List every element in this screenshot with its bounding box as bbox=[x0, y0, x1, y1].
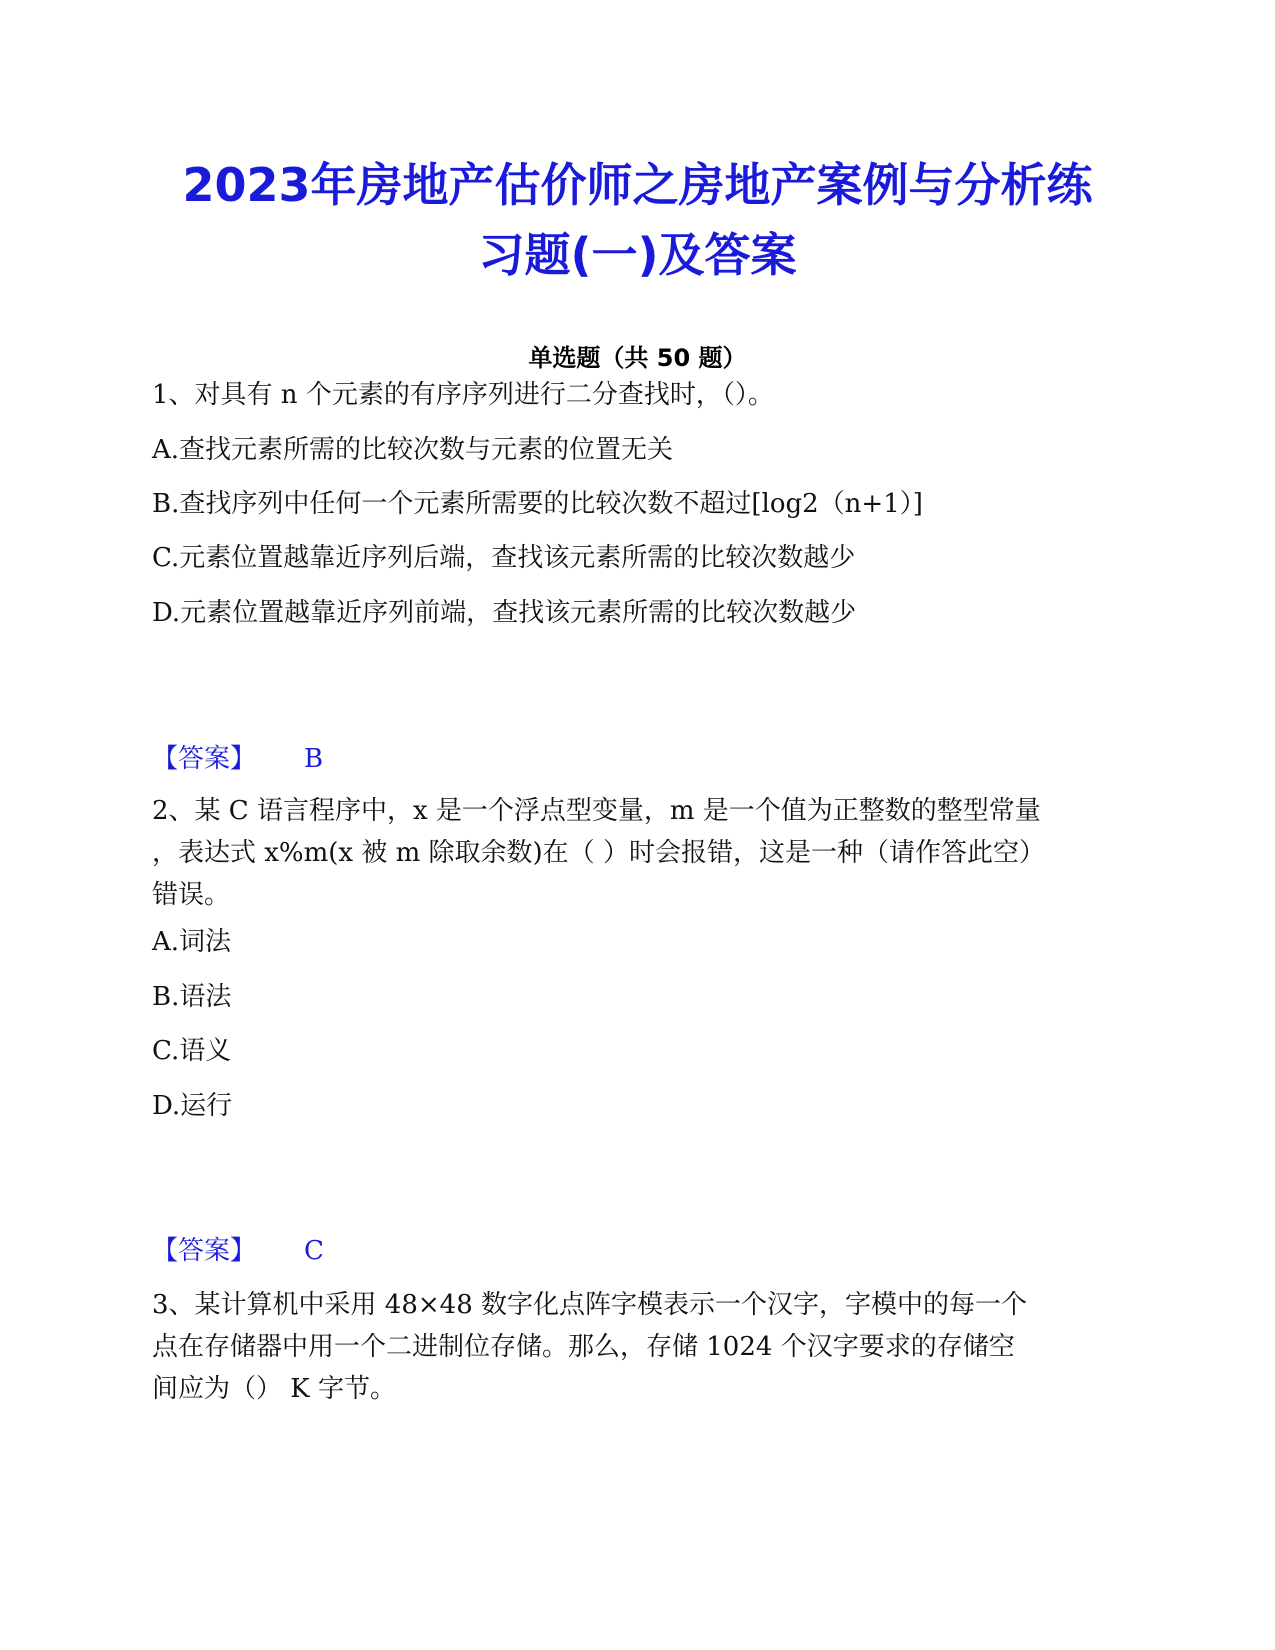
question-1-stem: 1、对具有 n 个元素的有序序列进行二分查找时，（）。 bbox=[152, 380, 774, 410]
question-2-stem-line-2: ，表达式 x%m(x 被 m 除取余数)在（ ）时会报错，这是一种（请作答此空） bbox=[152, 838, 1045, 868]
question-1-option-c: C.元素位置越靠近序列后端，查找该元素所需的比较次数越少 bbox=[152, 543, 856, 573]
question-1-option-d: D.元素位置越靠近序列前端，查找该元素所需的比较次数越少 bbox=[152, 598, 857, 628]
question-2-answer bbox=[152, 1230, 324, 1267]
question-3-stem-line-1: 3、某计算机中采用 48×48 数字化点阵字模表示一个汉字，字模中的每一个 bbox=[152, 1290, 1028, 1320]
question-2-option-c: C.语义 bbox=[152, 1036, 232, 1066]
question-1-answer bbox=[152, 738, 323, 775]
question-1-option-b: B.查找序列中任何一个元素所需要的比较次数不超过[log2（n+1）] bbox=[152, 489, 923, 519]
answer-value: B bbox=[304, 744, 324, 774]
question-2-option-a: A.词法 bbox=[152, 927, 232, 957]
question-2-stem bbox=[152, 790, 1132, 916]
answer-label: 【答案】 bbox=[152, 1236, 257, 1266]
question-3-stem-line-3: 间应为（） K 字节。 bbox=[152, 1374, 396, 1404]
document-title-line-2: 习题(一)及答案 bbox=[478, 228, 797, 282]
question-2-option-d: D.运行 bbox=[152, 1091, 233, 1121]
question-3-stem-line-2: 点在存储器中用一个二进制位存储。那么，存储 1024 个汉字要求的存储空 bbox=[152, 1332, 1015, 1362]
question-2-option-b: B.语法 bbox=[152, 982, 232, 1012]
answer-value: C bbox=[304, 1236, 324, 1266]
section-heading: 单选题（共 50 题） bbox=[528, 344, 747, 372]
question-1-option-a: A.查找元素所需的比较次数与元素的位置无关 bbox=[152, 435, 674, 465]
question-3-stem bbox=[152, 1284, 1132, 1410]
answer-label: 【答案】 bbox=[152, 744, 257, 774]
question-2-stem-line-1: 2、某 C 语言程序中，x 是一个浮点型变量，m 是一个值为正整数的整型常量 bbox=[152, 796, 1041, 826]
document-title bbox=[100, 150, 1175, 290]
document-title-line-1: 2023年房地产估价师之房地产案例与分析练 bbox=[182, 158, 1093, 212]
question-2-stem-line-3: 错误。 bbox=[152, 880, 231, 910]
